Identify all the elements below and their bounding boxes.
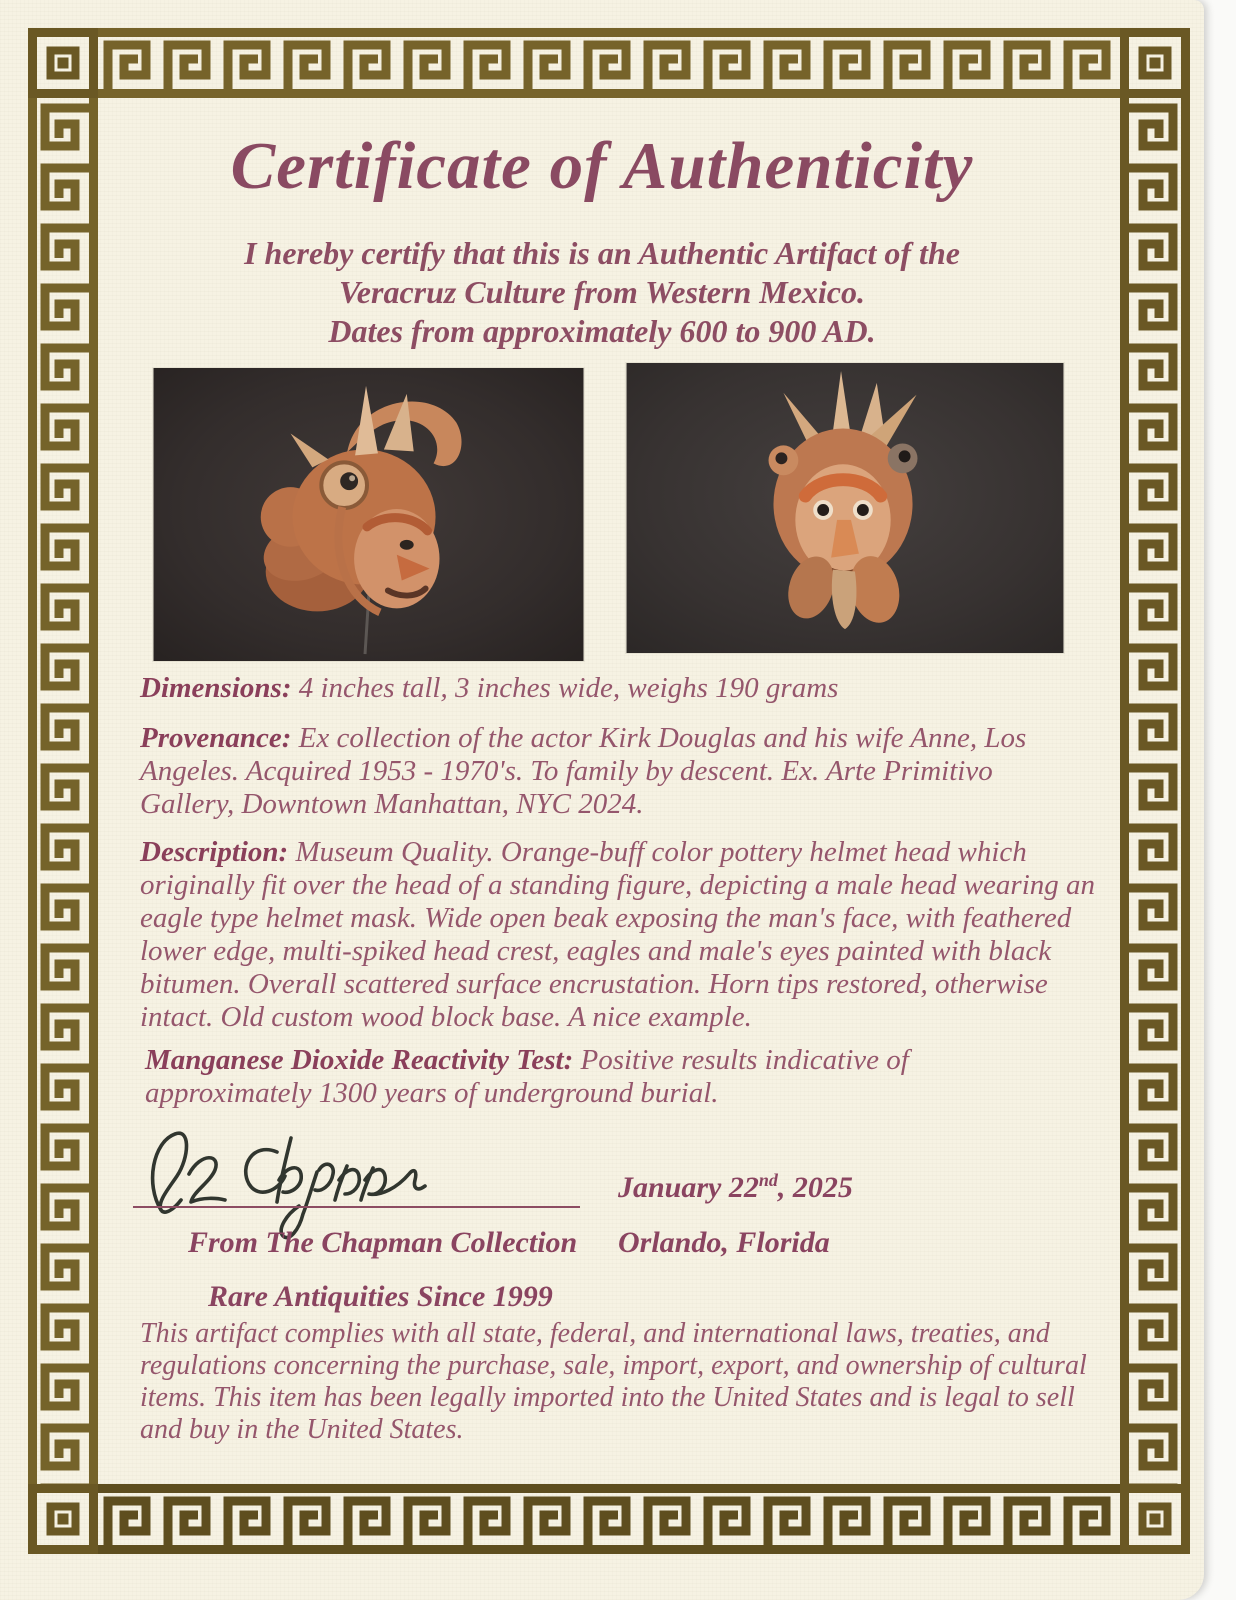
- legal-text: This artifact complies with all state, federal, and international laws, treaties, and regulations concerning the purchase, sale, import, export, and ownership of cultural items. This item has been legally imported into the United States and is legal to sell and buy in the United States.: [140, 1318, 1087, 1445]
- manganese-test-text: Positive results indicative of approximately 1300 years of underground burial.: [145, 1044, 909, 1109]
- description-label: Description:: [140, 836, 289, 868]
- section-description: [140, 836, 1118, 1034]
- signature-line: [133, 1206, 580, 1208]
- artifact-photo-front-view: [625, 362, 1065, 654]
- dimensions-text: 4 inches tall, 3 inches wide, weighs 190 grams: [298, 672, 839, 704]
- date-ordinal-suffix: nd: [758, 1170, 778, 1190]
- collection-location: Orlando, Florida: [618, 1226, 830, 1259]
- section-provenance: [140, 722, 1090, 821]
- subtitle-line-2: Veracruz Culture from Western Mexico.: [339, 274, 865, 310]
- section-dimensions: [140, 672, 1100, 705]
- certificate-subtitle: [0, 234, 1204, 351]
- collection-tagline: Rare Antiquities Since 1999: [208, 1280, 553, 1313]
- certificate-date: [618, 1170, 853, 1205]
- provenance-label: Provenance:: [140, 722, 292, 754]
- artifact-photo-side-view: [152, 367, 585, 662]
- manganese-test-label: Manganese Dioxide Reactivity Test:: [145, 1044, 574, 1076]
- certificate-title: Certificate of Authenticity: [230, 129, 974, 203]
- subtitle-line-3: Dates from approximately 600 to 900 AD.: [328, 313, 876, 349]
- section-manganese-test: [145, 1044, 1040, 1110]
- dimensions-label: Dimensions:: [140, 672, 292, 704]
- provenance-text: Ex collection of the actor Kirk Douglas and his wife Anne, Los Angeles. Acquired 1953 - 1970's. To family by descent. Ex. Arte Primitivo Gallery, Downtown Manhattan, NYC 2024.: [140, 722, 1027, 820]
- date-main: January 22: [618, 1171, 759, 1204]
- date-tail: , 2025: [777, 1171, 853, 1204]
- collection-name: From The Chapman Collection: [188, 1226, 578, 1259]
- description-text: Museum Quality. Orange-buff color pottery helmet head which originally fit over the head of a standing figure, depicting a male head wearing an eagle type helmet mask. Wide open beak exposing the man's face, with feathered lower edge, multi-spiked head crest, eagles and male's eyes painted with black bitumen. Overall scattered surface encrustation. Horn tips restored, otherwise intact. Old custom wood block base. A nice example.: [140, 836, 1096, 1033]
- subtitle-line-1: I hereby certify that this is an Authentic Artifact of the: [244, 235, 960, 271]
